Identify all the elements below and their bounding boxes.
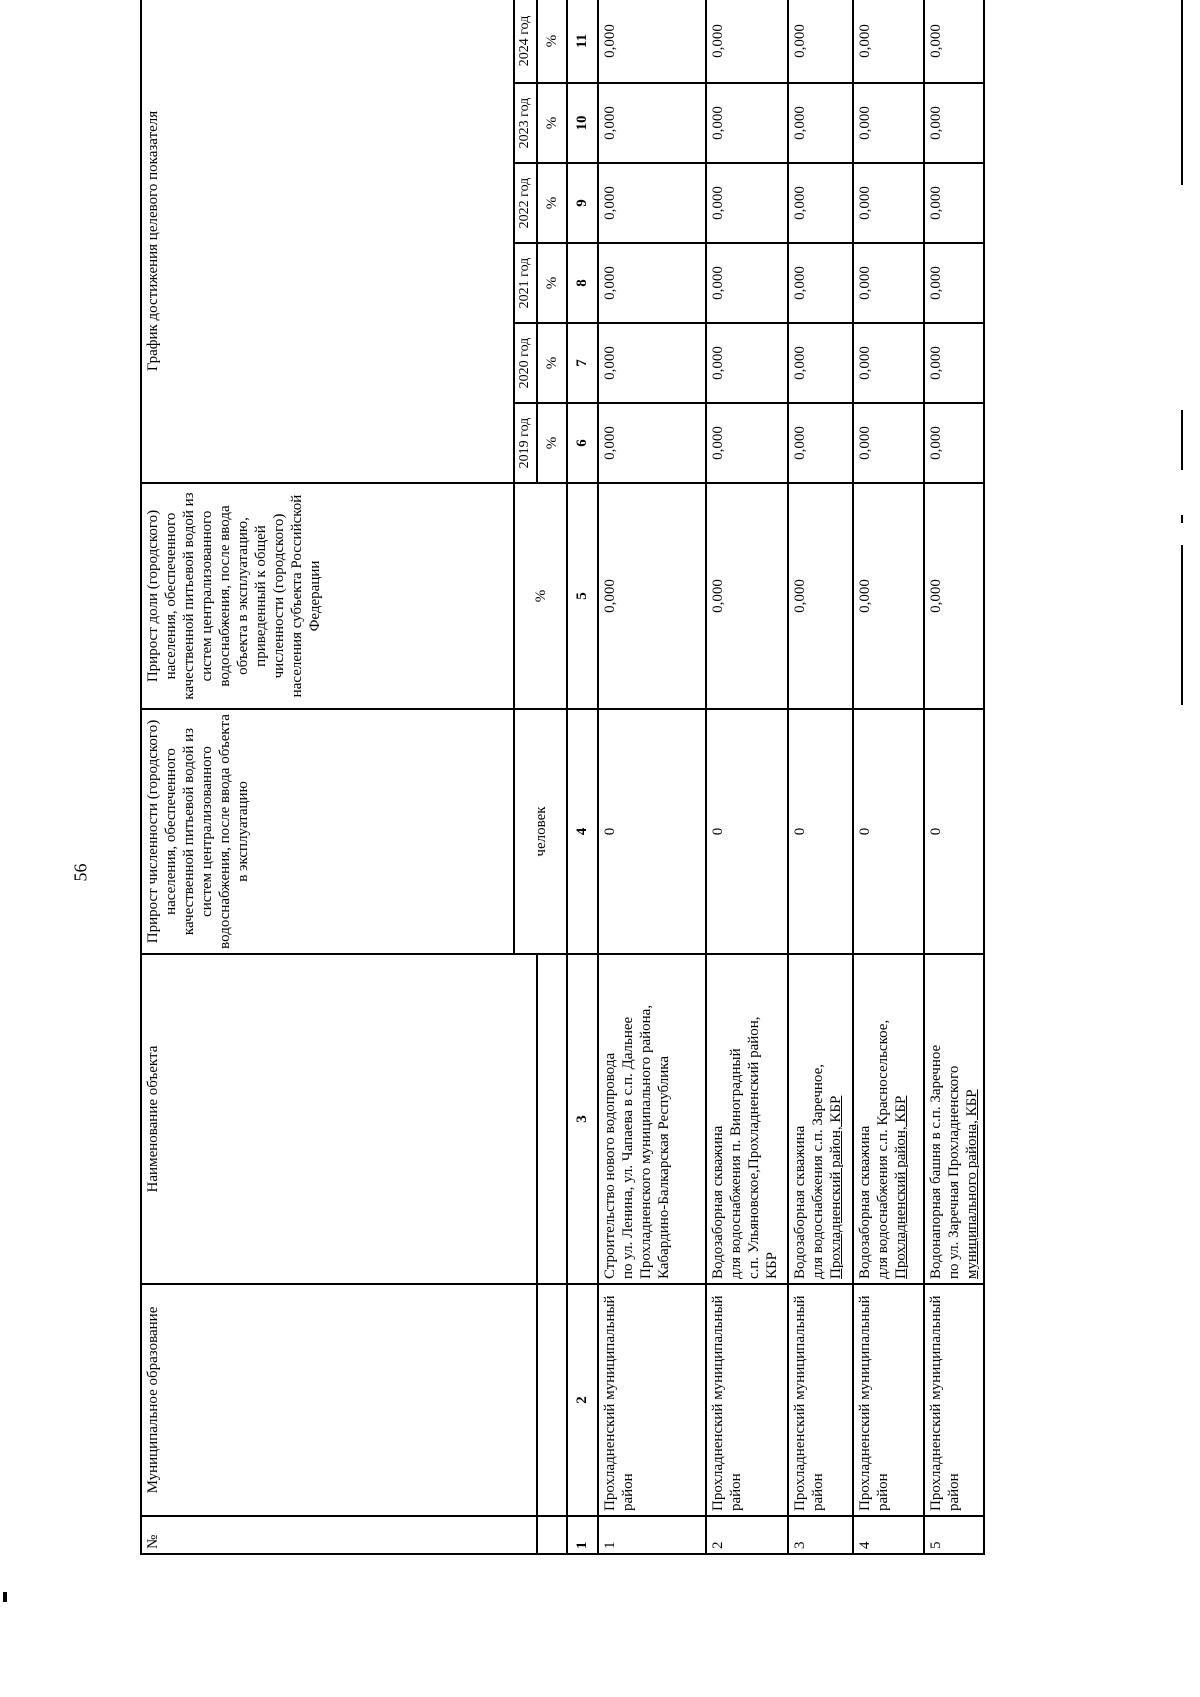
col-number-8: 8: [567, 243, 597, 323]
object-name-line: Водозаборная скважина: [857, 1125, 874, 1279]
row-people: 0: [924, 709, 984, 954]
header-object-name: Наименование объекта: [141, 954, 537, 1284]
header-num: №: [141, 1516, 537, 1554]
row-num: 2: [706, 1516, 788, 1554]
row-municipality: Прохладненский муниципальный район: [788, 1284, 853, 1516]
row-schedule-2024: 0,000: [788, 0, 853, 83]
row-schedule-2021: 0,000: [853, 243, 923, 323]
unit-percent-2024: %: [537, 0, 567, 83]
row-schedule-2023: 0,000: [598, 83, 706, 163]
row-people: 0: [788, 709, 853, 954]
margin-mark-lower: [1181, 515, 1183, 523]
row-num: 1: [598, 1516, 706, 1554]
row-schedule-2020: 0,000: [924, 323, 984, 403]
row-schedule-2022: 0,000: [924, 163, 984, 243]
col-number-6: 6: [567, 403, 597, 483]
row-num: 4: [853, 1516, 923, 1554]
row-object-name: [788, 954, 853, 1284]
year-2019: 2019 год: [514, 403, 537, 483]
row-share: 0,000: [706, 483, 788, 709]
row-object-name: [598, 954, 706, 1284]
row-schedule-2021: 0,000: [598, 243, 706, 323]
table-row: [598, 0, 706, 1554]
row-schedule-2019: 0,000: [788, 403, 853, 483]
row-num: 3: [788, 1516, 853, 1554]
row-municipality: Прохладненский муниципальный район: [598, 1284, 706, 1516]
object-name-line: КБР: [763, 1252, 780, 1279]
unit-empty-1: [537, 1516, 567, 1554]
row-schedule-2019: 0,000: [853, 403, 923, 483]
row-object-name: [853, 954, 923, 1284]
unit-percent-share: %: [514, 483, 567, 709]
row-schedule-2020: 0,000: [706, 323, 788, 403]
object-name-line: муниципального района, КБР: [963, 1089, 980, 1279]
row-schedule-2022: 0,000: [853, 163, 923, 243]
row-schedule-2023: 0,000: [924, 83, 984, 163]
row-share: 0,000: [788, 483, 853, 709]
header-growth-people: Прирост численности (городского) населения, обеспеченного качественной питьевой водой из систем централизованного водоснабжения, после ввода объекта в эксплуатацию: [141, 709, 514, 954]
row-schedule-2021: 0,000: [924, 243, 984, 323]
row-schedule-2020: 0,000: [788, 323, 853, 403]
object-name-line: Прохладненский район, КБР: [893, 1095, 910, 1279]
page-number: 56: [70, 863, 91, 882]
unit-people: человек: [514, 709, 567, 954]
row-schedule-2023: 0,000: [788, 83, 853, 163]
row-schedule-2024: 0,000: [853, 0, 923, 83]
row-object-name: [706, 954, 788, 1284]
object-name-line: по ул. Ленина, ул. Чапаева в с.п. Дальнее: [619, 1016, 636, 1279]
year-2021: 2021 год: [514, 243, 537, 323]
row-schedule-2019: 0,000: [706, 403, 788, 483]
year-2020: 2020 год: [514, 323, 537, 403]
row-municipality: Прохладненский муниципальный район: [706, 1284, 788, 1516]
unit-percent-2023: %: [537, 83, 567, 163]
row-people: 0: [853, 709, 923, 954]
object-name-line: Водозаборная скважина: [792, 1125, 809, 1279]
row-schedule-2020: 0,000: [598, 323, 706, 403]
row-municipality: Прохладненский муниципальный район: [924, 1284, 984, 1516]
col-number-10: 10: [567, 83, 597, 163]
object-name-line: по ул. Заречная Прохладненского: [945, 1065, 962, 1279]
year-2024: 2024 год: [514, 0, 537, 83]
object-name-line: Прохладненский район, КБР: [828, 1095, 845, 1279]
unit-empty-3: [537, 954, 567, 1284]
row-schedule-2024: 0,000: [598, 0, 706, 83]
row-schedule-2021: 0,000: [706, 243, 788, 323]
col-number-7: 7: [567, 323, 597, 403]
header-growth-share: Прирост доли (городского) населения, обеспеченного качественной питьевой водой из систем централизованного водоснабжения, после ввода объекта в эксплуатацию, приведенный к общей численности (городского) населения субъекта Российской Федерации: [141, 483, 514, 709]
row-schedule-2022: 0,000: [598, 163, 706, 243]
row-object-name: [924, 954, 984, 1284]
col-number-5: 5: [567, 483, 597, 709]
row-schedule-2024: 0,000: [924, 0, 984, 83]
corner-mark: [3, 1592, 7, 1602]
object-name-line: с.п. Ульяновское,Прохладненский район,: [745, 1016, 762, 1279]
rotated-table-container: [140, 0, 1060, 1555]
row-schedule-2024: 0,000: [706, 0, 788, 83]
object-name-line: Водозаборная скважина: [709, 1125, 726, 1279]
table-row: [706, 0, 788, 1554]
object-name-line: Строительство нового водопровода: [601, 1052, 618, 1279]
row-schedule-2022: 0,000: [788, 163, 853, 243]
year-2023: 2023 год: [514, 83, 537, 163]
col-number-9: 9: [567, 163, 597, 243]
row-share: 0,000: [924, 483, 984, 709]
object-name-line: для водоснабжения п. Виноградный: [727, 1048, 744, 1279]
table-row: [788, 0, 853, 1554]
col-number-3: 3: [567, 954, 597, 1284]
header-municipality: Муниципальное образование: [141, 1284, 537, 1516]
row-municipality: Прохладненский муниципальный район: [853, 1284, 923, 1516]
header-row: [141, 0, 514, 1554]
margin-mark-middle: [1181, 410, 1183, 470]
unit-percent-2020: %: [537, 323, 567, 403]
col-number-11: 11: [567, 0, 597, 83]
table-row: [853, 0, 923, 1554]
row-schedule-2019: 0,000: [924, 403, 984, 483]
row-share: 0,000: [598, 483, 706, 709]
col-number-4: 4: [567, 709, 597, 954]
row-schedule-2020: 0,000: [853, 323, 923, 403]
unit-percent-2019: %: [537, 403, 567, 483]
object-name-line: для водоснабжения с.п. Заречное,: [810, 1063, 827, 1279]
col-number-2: 2: [567, 1284, 597, 1516]
row-people: 0: [598, 709, 706, 954]
row-num: 5: [924, 1516, 984, 1554]
col-number-1: 1: [567, 1516, 597, 1554]
row-schedule-2019: 0,000: [598, 403, 706, 483]
object-name-line: Кабардино-Балкарская Республика: [655, 1055, 672, 1279]
object-name-line: Водонапорная башня в с.п. Заречное: [927, 1044, 944, 1279]
row-schedule-2022: 0,000: [706, 163, 788, 243]
unit-percent-2022: %: [537, 163, 567, 243]
margin-mark-top: [1181, 0, 1183, 185]
row-share: 0,000: [853, 483, 923, 709]
row-schedule-2021: 0,000: [788, 243, 853, 323]
header-schedule: График достижения целевого показателя: [141, 0, 514, 483]
unit-empty-2: [537, 1284, 567, 1516]
margin-mark-bottom: [1181, 545, 1183, 705]
unit-percent-2021: %: [537, 243, 567, 323]
row-schedule-2023: 0,000: [706, 83, 788, 163]
table-row: [924, 0, 984, 1554]
row-people: 0: [706, 709, 788, 954]
year-2022: 2022 год: [514, 163, 537, 243]
object-name-line: для водоснабжения с.п. Красносельское,: [875, 1019, 892, 1279]
column-numbers-row: [567, 0, 597, 1554]
target-indicator-table: [140, 0, 985, 1555]
row-schedule-2023: 0,000: [853, 83, 923, 163]
object-name-line: Прохладненского муниципального района,: [637, 1004, 654, 1279]
